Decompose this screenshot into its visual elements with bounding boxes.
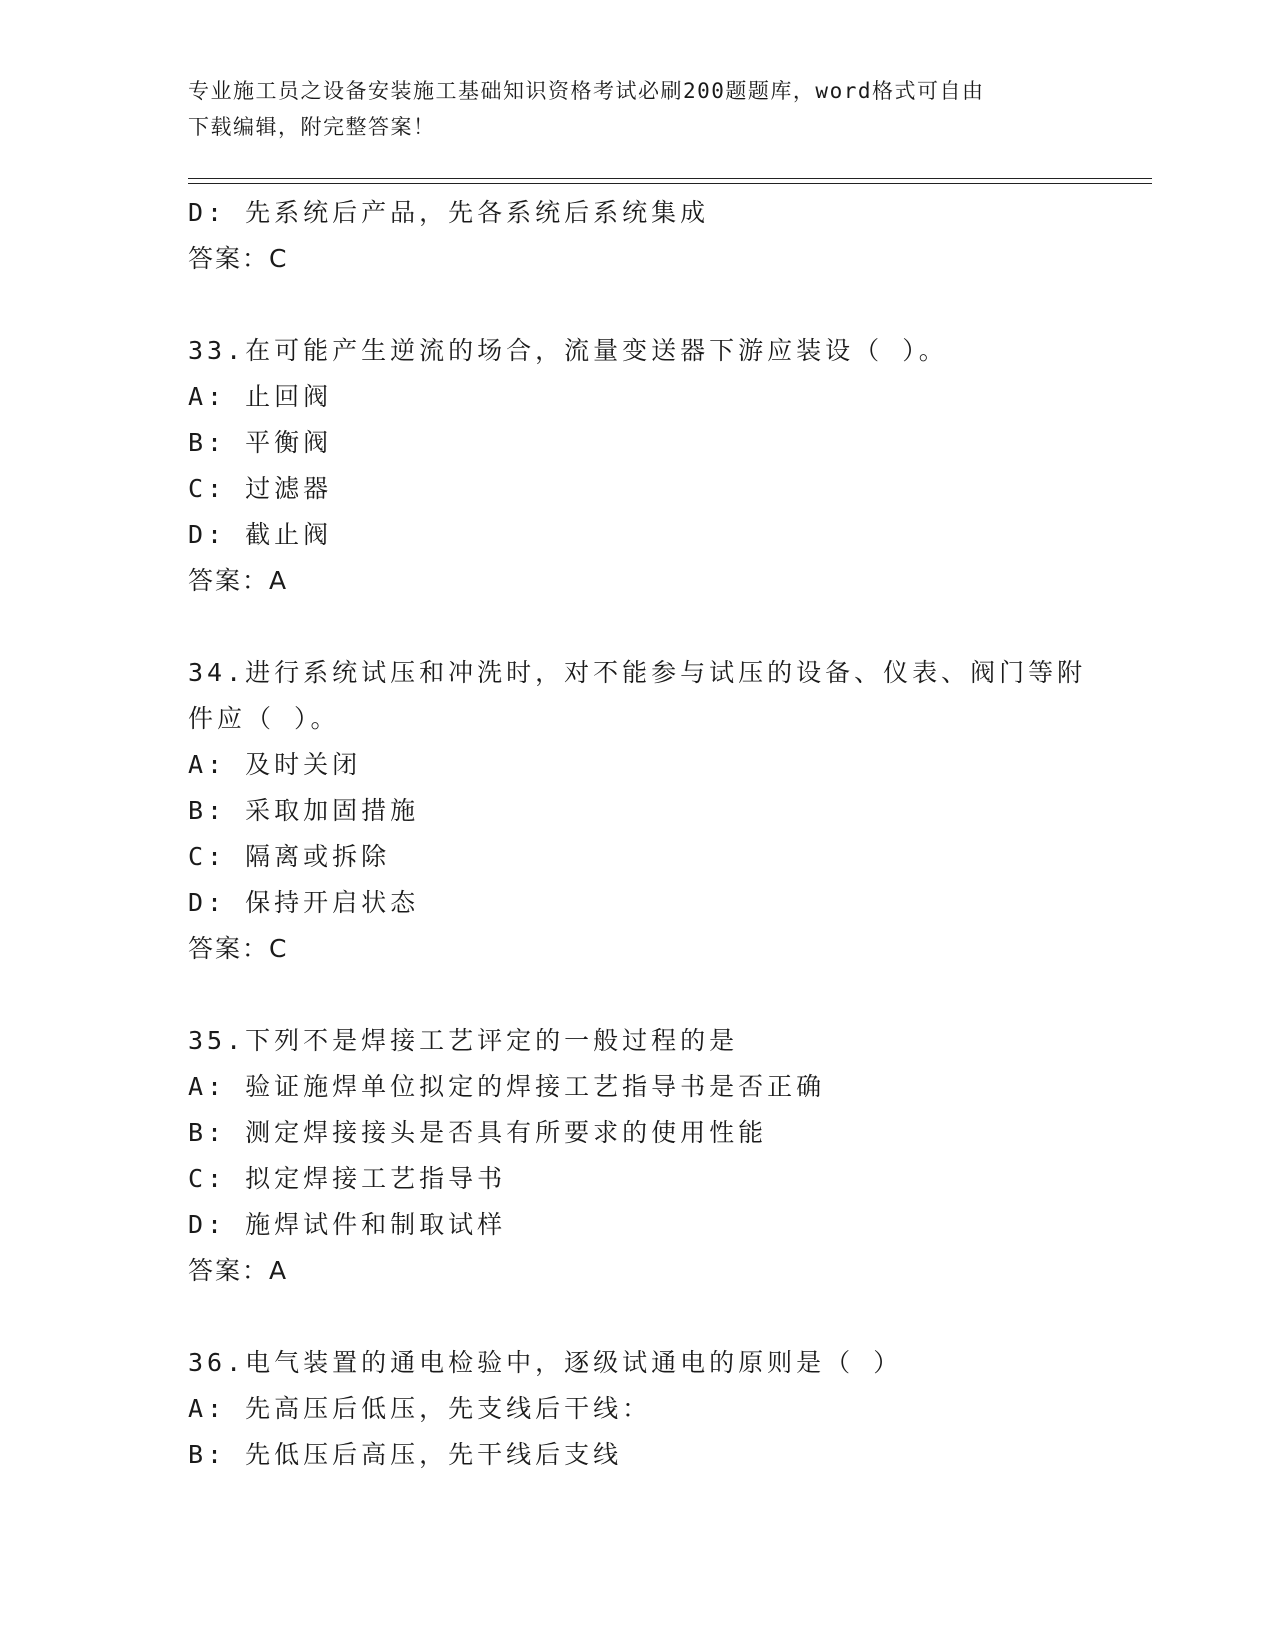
- q36-stem: 36.电气装置的通电检验中，逐级试通电的原则是（ ）: [188, 1348, 903, 1377]
- q33-option-d: D: 截止阀: [188, 520, 333, 549]
- q35-option-a: A: 验证施焊单位拟定的焊接工艺指导书是否正确: [188, 1072, 826, 1101]
- q34-option-a: A: 及时关闭: [188, 750, 362, 779]
- q34-option-d: D: 保持开启状态: [188, 888, 420, 917]
- q34-option-b: B: 采取加固措施: [188, 796, 420, 825]
- q34-option-c: C: 隔离或拆除: [188, 842, 391, 871]
- q33-option-c: C: 过滤器: [188, 474, 333, 503]
- q35-option-d: D: 施焊试件和制取试样: [188, 1210, 507, 1239]
- q33-stem: 33.在可能产生逆流的场合，流量变送器下游应装设（ ）。: [188, 336, 948, 365]
- q32-answer: 答案：C: [188, 244, 289, 273]
- q34-answer: 答案：C: [188, 934, 289, 963]
- q35-stem: 35.下列不是焊接工艺评定的一般过程的是: [188, 1026, 739, 1055]
- header-divider-bottom: [188, 183, 1152, 184]
- q34-stem-line-1: 34.进行系统试压和冲洗时，对不能参与试压的设备、仪表、阀门等附: [188, 658, 1087, 687]
- q35-option-b: B: 测定焊接接头是否具有所要求的使用性能: [188, 1118, 768, 1147]
- q33-option-b: B: 平衡阀: [188, 428, 333, 457]
- q35-option-c: C: 拟定焊接工艺指导书: [188, 1164, 507, 1193]
- q36-option-b: B: 先低压后高压，先干线后支线: [188, 1440, 623, 1469]
- spacer: [188, 1294, 1108, 1340]
- q35-answer: 答案：A: [188, 1256, 289, 1285]
- spacer: [188, 604, 1108, 650]
- spacer: [188, 972, 1108, 1018]
- header-line-2: 下载编辑，附完整答案！: [188, 115, 436, 139]
- header-divider-top: [188, 178, 1152, 179]
- document-header: [188, 73, 1088, 145]
- q32-option-d: D: 先系统后产品，先各系统后系统集成: [188, 198, 710, 227]
- q36-option-a: A: 先高压后低压，先支线后干线：: [188, 1394, 652, 1423]
- q33-option-a: A: 止回阀: [188, 382, 333, 411]
- spacer: [188, 282, 1108, 328]
- q34-stem-line-2: 件应（ ）。: [188, 704, 340, 733]
- q33-answer: 答案：A: [188, 566, 289, 595]
- question-list: [188, 190, 1108, 1478]
- header-line-1: 专业施工员之设备安装施工基础知识资格考试必刷200题题库，word格式可自由: [188, 79, 985, 103]
